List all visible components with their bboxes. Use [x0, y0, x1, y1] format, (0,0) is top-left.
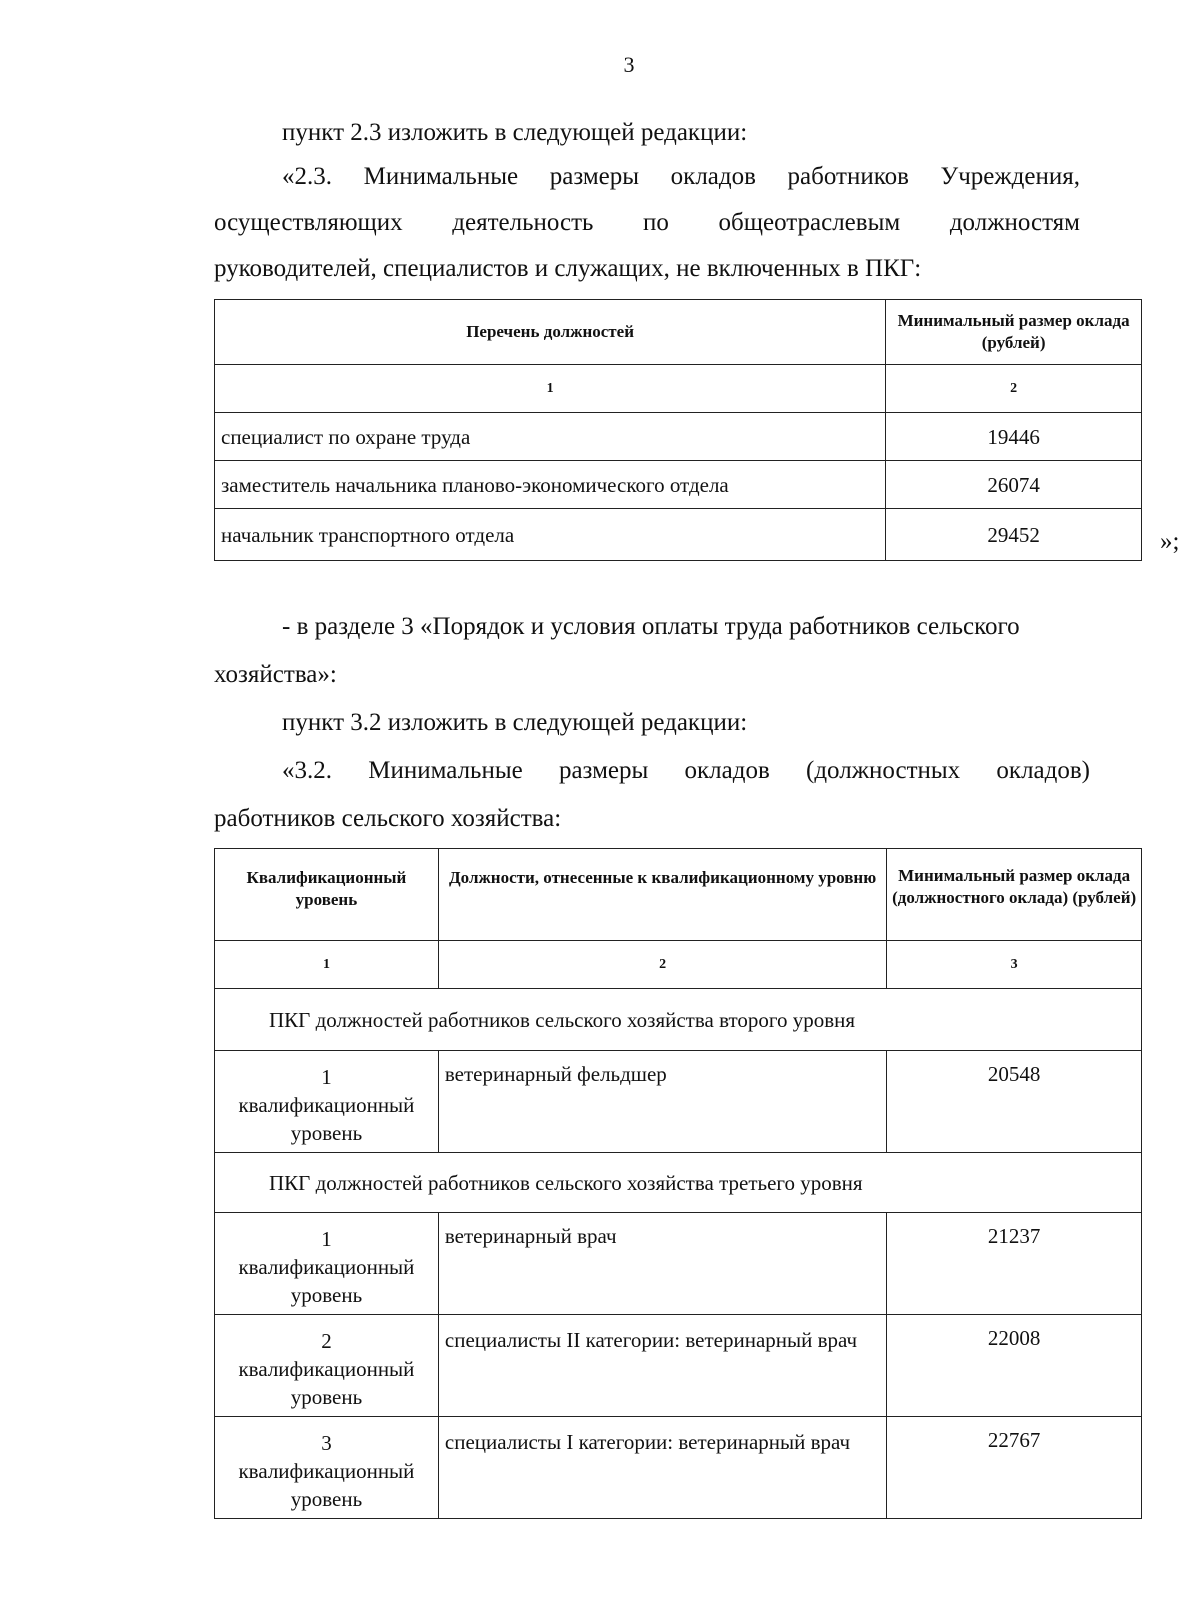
level-word: уровень	[290, 1487, 363, 1511]
level-word: уровень	[290, 1283, 363, 1307]
position-name: специалисты II категории: ветеринарный врач	[438, 1315, 886, 1417]
paragraph-clause-2-3-line3: руководителей, специалистов и служащих, не включенных в ПКГ:	[214, 255, 922, 282]
paragraph-clause-2-3-line1: «2.3. Минимальные размеры окладов работников Учреждения,	[282, 163, 1080, 190]
level-word: квалификационный	[238, 1459, 415, 1483]
paragraph-clause-3-2-line1: «3.2. Минимальные размеры окладов (должностных окладов)	[282, 757, 1090, 784]
table-row	[215, 509, 1142, 561]
paragraph-clause-3-2-intro: пункт 3.2 изложить в следующей редакции:	[282, 709, 748, 736]
level-word: уровень	[290, 1385, 363, 1409]
level-number: 3	[321, 1431, 332, 1455]
position-name: ветеринарный фельдшер	[438, 1051, 886, 1153]
table-row	[215, 1213, 1142, 1315]
column-number: 2	[886, 365, 1142, 413]
level-number: 1	[321, 1065, 332, 1089]
salary-value: 22008	[887, 1315, 1142, 1417]
position-name: ветеринарный врач	[438, 1213, 886, 1315]
table-header-positions: Перечень должностей	[215, 300, 886, 365]
level-word: квалификационный	[238, 1357, 415, 1381]
salary-value: 21237	[887, 1213, 1142, 1315]
paragraph-clause-3-2-line2: работников сельского хозяйства:	[214, 805, 562, 832]
column-number: 3	[887, 941, 1142, 989]
paragraph-section-3-line2: хозяйства»:	[214, 661, 337, 688]
table-header-min-salary: Минимальный размер оклада (рублей)	[886, 300, 1142, 365]
position-name: специалист по охране труда	[215, 413, 886, 461]
column-number: 1	[215, 941, 439, 989]
table-header-positions: Должности, отнесенные к квалификационному уровню	[438, 849, 886, 941]
salary-table-agriculture	[214, 848, 1142, 1519]
level-word: уровень	[290, 1121, 363, 1145]
paragraph-section-3-line1: - в разделе 3 «Порядок и условия оплаты труда работников сельского	[282, 613, 1020, 640]
group-header-second-level: ПКГ должностей работников сельского хозяйства второго уровня	[215, 989, 1142, 1051]
table-header-min-salary: Минимальный размер оклада (должностного оклада) (рублей)	[887, 849, 1142, 941]
salary-value: 29452	[886, 509, 1142, 561]
position-name: начальник транспортного отдела	[215, 509, 886, 561]
table-row	[215, 461, 1142, 509]
salary-value: 19446	[886, 413, 1142, 461]
table-header-level: Квалификационный уровень	[215, 849, 439, 941]
salary-table-general	[214, 299, 1142, 561]
table-row	[215, 1417, 1142, 1519]
salary-value: 20548	[887, 1051, 1142, 1153]
level-number: 1	[321, 1227, 332, 1251]
qualification-level	[215, 1417, 439, 1519]
salary-value: 26074	[886, 461, 1142, 509]
column-number: 1	[215, 365, 886, 413]
table-row	[215, 413, 1142, 461]
group-header-third-level: ПКГ должностей работников сельского хозяйства третьего уровня	[215, 1153, 1142, 1213]
qualification-level	[215, 1051, 439, 1153]
position-name: заместитель начальника планово-экономического отдела	[215, 461, 886, 509]
level-word: квалификационный	[238, 1093, 415, 1117]
qualification-level	[215, 1213, 439, 1315]
paragraph-clause-2-3-line2: осуществляющих деятельность по общеотраслевым должностям	[214, 209, 1080, 236]
page-number: 3	[623, 52, 635, 77]
column-number: 2	[438, 941, 886, 989]
table-row	[215, 1051, 1142, 1153]
table-row	[215, 1315, 1142, 1417]
qualification-level	[215, 1315, 439, 1417]
closing-quote: »;	[1160, 528, 1180, 555]
level-word: квалификационный	[238, 1255, 415, 1279]
level-number: 2	[321, 1329, 332, 1353]
paragraph-clause-2-3-intro: пункт 2.3 изложить в следующей редакции:	[282, 119, 748, 146]
salary-value: 22767	[887, 1417, 1142, 1519]
position-name: специалисты I категории: ветеринарный врач	[438, 1417, 886, 1519]
